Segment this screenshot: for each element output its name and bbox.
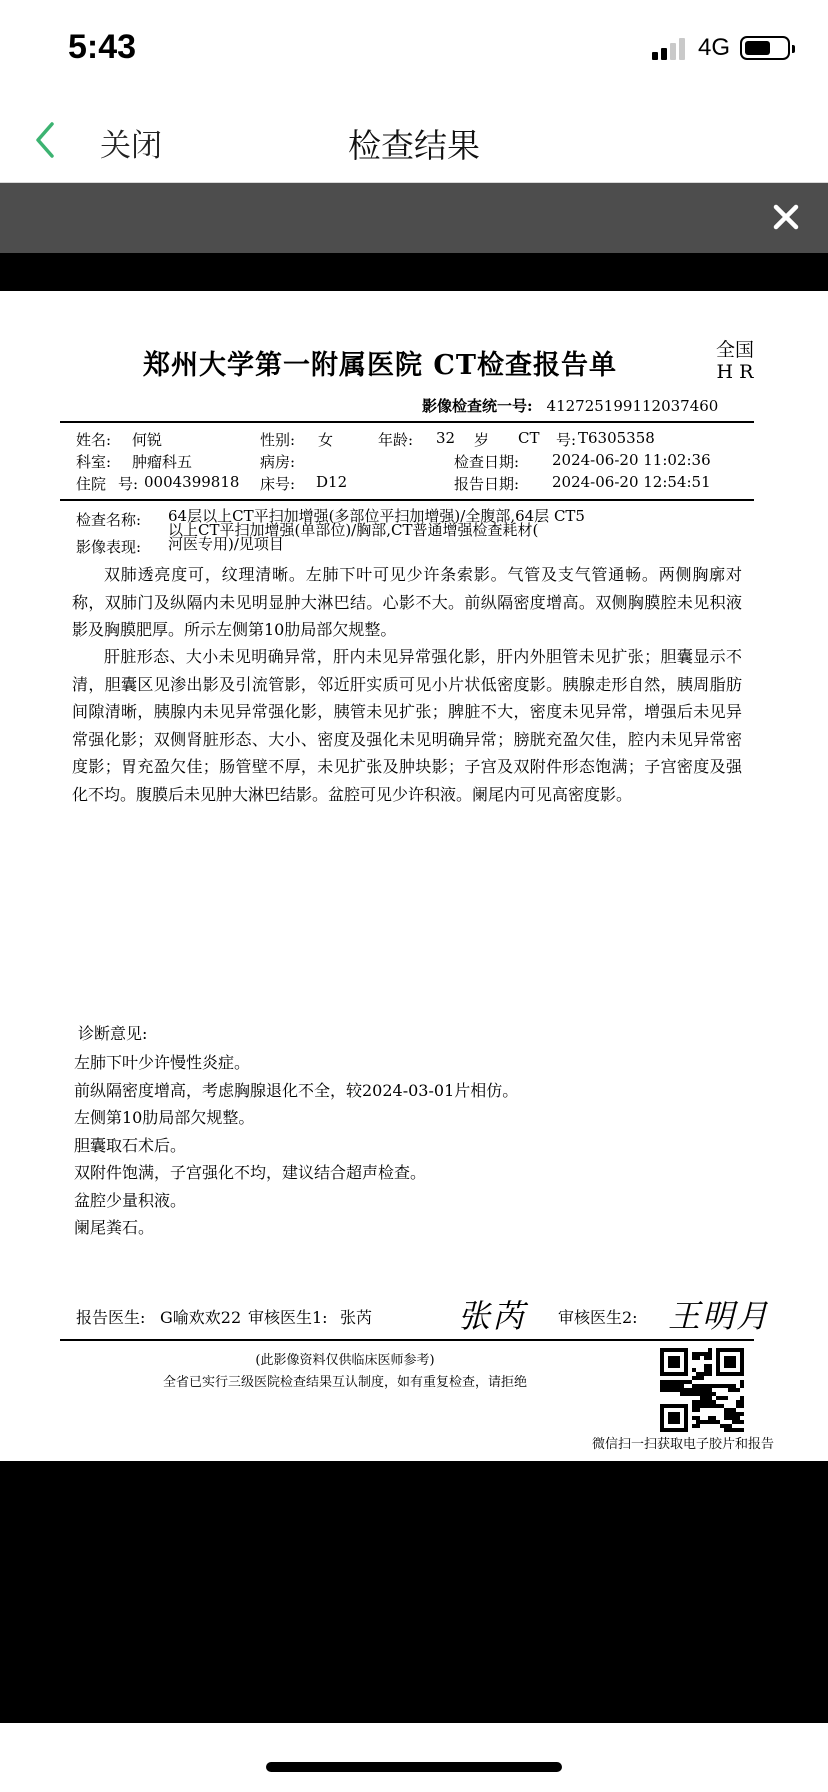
divider <box>60 1339 754 1341</box>
dept-label: 科室: <box>76 453 112 471</box>
page-title: 检查结果 <box>348 126 480 165</box>
close-icon[interactable] <box>766 197 806 237</box>
patient-sex: 女 <box>318 431 334 449</box>
image-viewer-toolbar <box>0 183 828 253</box>
report-date-label: 报告日期: <box>454 475 520 493</box>
findings-label: 影像表现: <box>76 538 142 556</box>
patient-name: 何锐 <box>132 431 163 449</box>
unified-id-value: 412725199112037460 <box>546 397 719 415</box>
report-title: 郑州大学第一附属医院 CT检查报告单 <box>143 350 617 381</box>
inpatient-number-label: 号: <box>118 475 139 493</box>
reviewer1-label: 审核医生1: <box>248 1308 328 1327</box>
report-doctor: G喻欢欢22 <box>160 1308 242 1327</box>
exam-name-line: 以上CT平扫加增强(单部位)/胸部,CT普通增强检查耗材( <box>168 521 539 539</box>
reviewer2-handwritten-signature: 王明月 <box>668 1297 771 1335</box>
findings-chest: 双肺透亮度可，纹理清晰。左肺下叶可见少许条索影。气管及支气管通畅。两侧胸廓对称，双肺门及纵隔内未见明显肿大淋巴结。心影不大。前纵隔密度增高。双侧胸膜腔未见积液影及胸膜肥厚。所示左侧第10肋局部欠规整。 <box>72 565 742 639</box>
status-bar <box>0 0 828 100</box>
inpatient-label: 住院 <box>76 475 107 493</box>
report-date: 2024-06-20 12:54:51 <box>552 473 711 491</box>
diagnosis-item: 左肺下叶少许慢性炎症。 <box>74 1053 251 1072</box>
ct-number-label: 号: <box>556 431 577 449</box>
diagnosis-list <box>74 1049 518 1242</box>
exam-name-label: 检查名称: <box>76 511 142 529</box>
diagnosis-item: 前纵隔密度增高，考虑胸腺退化不全，较2024-03-01片相仿。 <box>74 1080 519 1100</box>
reviewer2-label: 审核医生2: <box>558 1308 638 1327</box>
inpatient-number: 0004399818 <box>144 473 240 491</box>
diagnosis-item: 左侧第10肋局部欠规整。 <box>74 1108 255 1127</box>
divider <box>60 499 754 501</box>
report-document[interactable] <box>0 291 828 1461</box>
exam-date: 2024-06-20 11:02:36 <box>552 451 711 469</box>
diagnosis-item: 胆囊取石术后。 <box>74 1135 187 1155</box>
battery-icon <box>740 36 790 60</box>
signal-icon <box>652 38 690 60</box>
footer-note-mutual-recognition: 全省已实行三级医院检查结果互认制度，如有重复检查，请拒绝 <box>162 1375 527 1390</box>
diagnosis-item: 双附件饱满，子宫强化不均，建议结合超声检查。 <box>74 1163 427 1182</box>
diagnosis-item: 盆腔少量积液。 <box>74 1190 187 1210</box>
network-type: 4G <box>698 34 731 61</box>
exam-name-line: 河医专用)/见项目 <box>168 535 284 553</box>
diagnosis-label: 诊断意见: <box>78 1024 148 1043</box>
patient-age: 32 <box>436 429 456 447</box>
home-indicator[interactable] <box>266 1762 562 1772</box>
viewer-backdrop-bottom <box>0 1461 828 1723</box>
qr-code-icon[interactable] <box>660 1348 744 1432</box>
name-label: 姓名: <box>76 431 112 449</box>
patient-dept: 肿瘤科五 <box>132 453 193 471</box>
viewer-backdrop-top <box>0 253 828 291</box>
reviewer1-handwritten-signature: 张芮 <box>458 1297 527 1335</box>
findings-abdomen: 肝脏形态、大小未见明确异常，肝内未见异常强化影，肝内外胆管未见扩张；胆囊显示不清，胆囊区见渗出影及引流管影，邻近肝实质可见小片状低密度影。胰腺走形自然，胰周脂肪间隙清晰，胰腺内未见异常强化影，胰管未见扩张；脾脏不大，密度未见异常，增强后未见异常强化影；双侧肾脏形态、大小、密度及强化未见明确异常；膀胱充盈欠佳，腔内未见异常密度影；胃充盈欠佳；肠管壁不厚，未见扩张及肿块影；子宫及双附件形态饱满；子宫密度及强化不均。腹膜后未见肿大淋巴结影。盆腔可见少许积液。阑尾内可见高密度影。 <box>72 647 742 804</box>
age-label: 年龄: <box>378 431 414 449</box>
divider <box>60 421 754 423</box>
sex-label: 性别: <box>260 431 296 449</box>
reviewer1-name: 张芮 <box>340 1308 373 1327</box>
ct-label: CT <box>518 429 540 447</box>
nationwide-mark <box>716 339 754 383</box>
ct-number: T6305358 <box>578 429 655 447</box>
exam-date-label: 检查日期: <box>454 453 520 471</box>
report-doctor-label: 报告医生: <box>76 1308 146 1327</box>
age-unit: 岁 <box>474 431 490 449</box>
bed-label: 床号: <box>260 475 296 493</box>
unified-id-row <box>422 395 718 416</box>
close-button[interactable]: 关闭 <box>100 128 162 164</box>
exam-name-line: 64层以上CT平扫加增强(多部位平扫加增强)/全腹部,64层 CT5 <box>168 507 585 525</box>
status-time: 5:43 <box>68 28 137 66</box>
qr-caption: 微信扫一扫获取电子胶片和报告 <box>592 1437 775 1452</box>
diagnosis-item: 阑尾粪石。 <box>74 1218 155 1237</box>
ward-label: 病房: <box>260 453 296 471</box>
bed-number: D12 <box>316 473 348 491</box>
nav-bar <box>0 100 828 183</box>
unified-id-label: 影像检查统一号: <box>422 397 533 415</box>
nationwide-mark-line2: H R <box>716 361 754 383</box>
nationwide-mark-line1: 全国 <box>716 339 755 361</box>
exam-name <box>168 509 638 551</box>
footer-note-reference: (此影像资料仅供临床医师参考) <box>255 1353 435 1368</box>
